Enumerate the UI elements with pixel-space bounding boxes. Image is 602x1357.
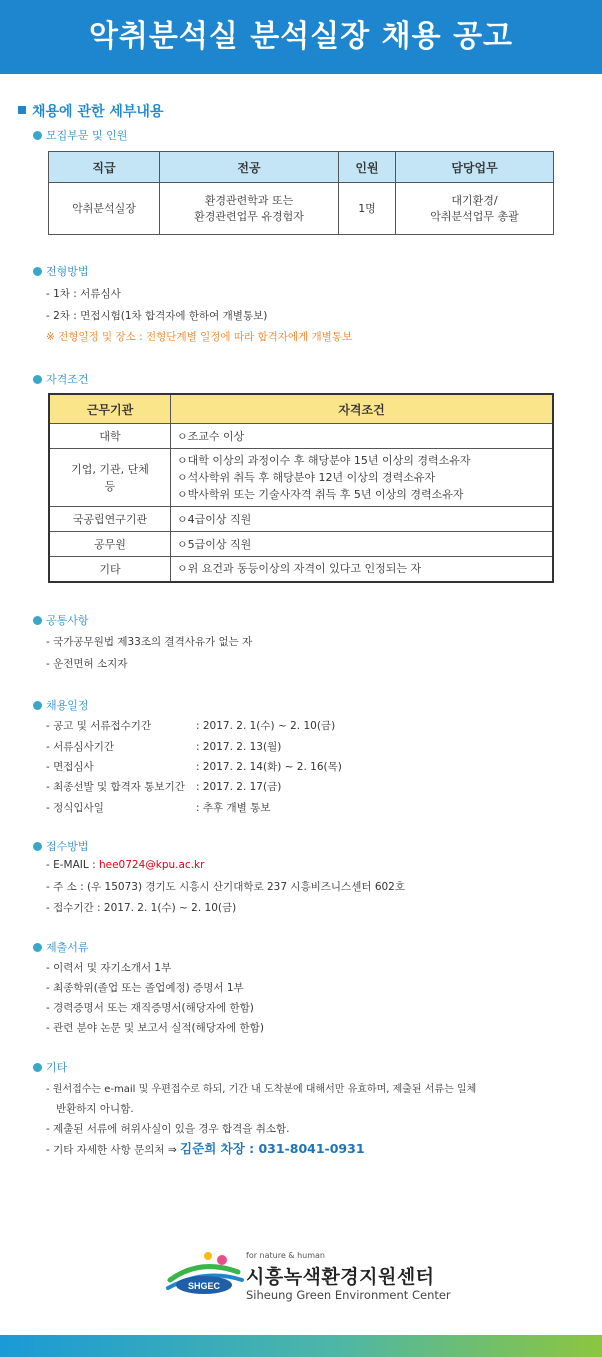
- list-item: - 최종선발 및 합격자 통보기간 : 2017. 2. 17(금): [46, 781, 282, 793]
- circle-bullet-icon: [33, 842, 42, 851]
- section-heading-common: 공통사항: [33, 612, 89, 628]
- table-cell: 국공립연구기관: [49, 507, 171, 532]
- recruit-table: [48, 151, 554, 235]
- circle-bullet-icon: [33, 701, 42, 710]
- table-header-cell: 담당업무: [396, 152, 554, 183]
- list-item: - 기타 자세한 사항 문의처 ⇒ 김준희 차장 : 031-8041-0931: [46, 1141, 365, 1156]
- section-heading-selection: 전형방법: [33, 263, 89, 279]
- list-item: - 주 소 : (우 15073) 경기도 시흥시 산기대학로 237 시흥비즈니스센터 602호: [46, 881, 406, 893]
- table-row: [49, 449, 553, 507]
- table-header-cell: 근무기관: [49, 394, 171, 424]
- square-bullet-icon: [18, 106, 26, 114]
- table-row: [49, 183, 554, 235]
- list-item: - 제출된 서류에 허위사실이 있을 경우 합격을 취소함.: [46, 1123, 290, 1135]
- list-item: - 최종학위(졸업 또는 졸업예정) 증명서 1부: [46, 982, 244, 994]
- circle-bullet-icon: [33, 943, 42, 952]
- table-header-cell: 자격조건: [171, 394, 554, 424]
- circle-bullet-icon: [33, 131, 42, 140]
- page-header: [0, 0, 602, 74]
- table-header-row: [49, 394, 553, 424]
- section-main-title: 채용에 관한 세부내용: [18, 101, 163, 121]
- section-heading-qualification: 자격조건: [33, 371, 89, 387]
- table-cell: ㅇ5급이상 직원: [171, 532, 554, 557]
- table-row: [49, 557, 553, 582]
- list-item: - 서류심사기간 : 2017. 2. 13(월): [46, 741, 282, 753]
- table-cell: 대학: [49, 424, 171, 449]
- circle-bullet-icon: [33, 1063, 42, 1072]
- list-item: - 면접심사 : 2017. 2. 14(화) ~ 2. 16(목): [46, 761, 342, 773]
- list-item: - 접수기간 : 2017. 2. 1(수) ~ 2. 10(금): [46, 902, 237, 914]
- list-item: 반환하지 아니함.: [56, 1103, 134, 1115]
- email-link[interactable]: hee0724@kpu.ac.kr: [98, 859, 205, 871]
- circle-bullet-icon: [33, 267, 42, 276]
- list-item: - 국가공무원법 제33조의 결격사유가 없는 자: [46, 636, 253, 648]
- table-cell: ㅇ대학 이상의 과정이수 후 해당분야 15년 이상의 경력소유자 ㅇ석사학위 취득 후 해당분야 12년 이상의 경력소유자 ㅇ박사학위 또는 기술사자격 취득 후 5년 이상의 경력소유자: [171, 449, 554, 507]
- contact-info: 김준희 차장 : 031-8041-0931: [180, 1141, 365, 1156]
- table-cell: 악취분석실장: [49, 183, 160, 235]
- table-row: [49, 532, 553, 557]
- selection-note: ※ 전형일정 및 장소 : 전형단계별 일정에 따라 합격자에게 개별통보: [46, 331, 353, 343]
- logo-tagline: for nature & human: [246, 1251, 325, 1260]
- list-item: - 운전면허 소지자: [46, 658, 128, 670]
- table-cell: 1명: [339, 183, 396, 235]
- table-header-cell: 전공: [160, 152, 339, 183]
- table-header-cell: 인원: [339, 152, 396, 183]
- section-heading-schedule: 채용일정: [33, 697, 89, 713]
- list-item: - 공고 및 서류접수기간 : 2017. 2. 1(수) ~ 2. 10(금): [46, 720, 336, 732]
- logo-name-en: Siheung Green Environment Center: [246, 1288, 451, 1302]
- table-cell: 공무원: [49, 532, 171, 557]
- table-cell: 환경관련학과 또는 환경관련업무 유경험자: [160, 183, 339, 235]
- table-cell: ㅇ4급이상 직원: [171, 507, 554, 532]
- qualification-table: [48, 393, 554, 583]
- section-heading-submission: 접수방법: [33, 838, 89, 854]
- list-item: - E-MAIL : hee0724@kpu.ac.kr: [46, 859, 205, 871]
- list-item: - 정식입사일 : 추후 개별 통보: [46, 802, 271, 814]
- table-cell: ㅇ조교수 이상: [171, 424, 554, 449]
- circle-bullet-icon: [33, 375, 42, 384]
- list-item: - 경력증명서 또는 재직증명서(해당자에 한함): [46, 1002, 254, 1014]
- list-item: - 원서접수는 e-mail 및 우편접수로 하되, 기간 내 도착분에 대해서만 유효하며, 제출된 서류는 일체: [46, 1084, 477, 1095]
- section-heading-recruit: 모집부문 및 인원: [33, 127, 127, 143]
- table-header-row: [49, 152, 554, 183]
- table-row: [49, 507, 553, 532]
- footer-bar: [0, 1335, 602, 1357]
- list-item: - 이력서 및 자기소개서 1부: [46, 962, 172, 974]
- table-cell: 대기환경/ 악취분석업무 총괄: [396, 183, 554, 235]
- list-item: - 1차 : 서류심사: [46, 288, 121, 300]
- logo-badge-text: SHGEC: [187, 1281, 221, 1291]
- table-cell: ㅇ위 요건과 동등이상의 자격이 있다고 인정되는 자: [171, 557, 554, 582]
- table-row: [49, 424, 553, 449]
- section-heading-documents: 제출서류: [33, 939, 89, 955]
- logo-name-ko: 시흥녹색환경지원센터: [246, 1266, 435, 1288]
- list-item: - 관련 분야 논문 및 보고서 실적(해당자에 한함): [46, 1022, 264, 1034]
- table-cell: 기업, 기관, 단체 등: [49, 449, 171, 507]
- page-title: 악취분석실 분석실장 채용 공고: [88, 19, 514, 54]
- list-item: - 2차 : 면접시험(1차 합격자에 한하여 개별통보): [46, 310, 268, 322]
- table-cell: 기타: [49, 557, 171, 582]
- table-header-cell: 직급: [49, 152, 160, 183]
- section-heading-etc: 기타: [33, 1059, 67, 1075]
- circle-bullet-icon: [33, 616, 42, 625]
